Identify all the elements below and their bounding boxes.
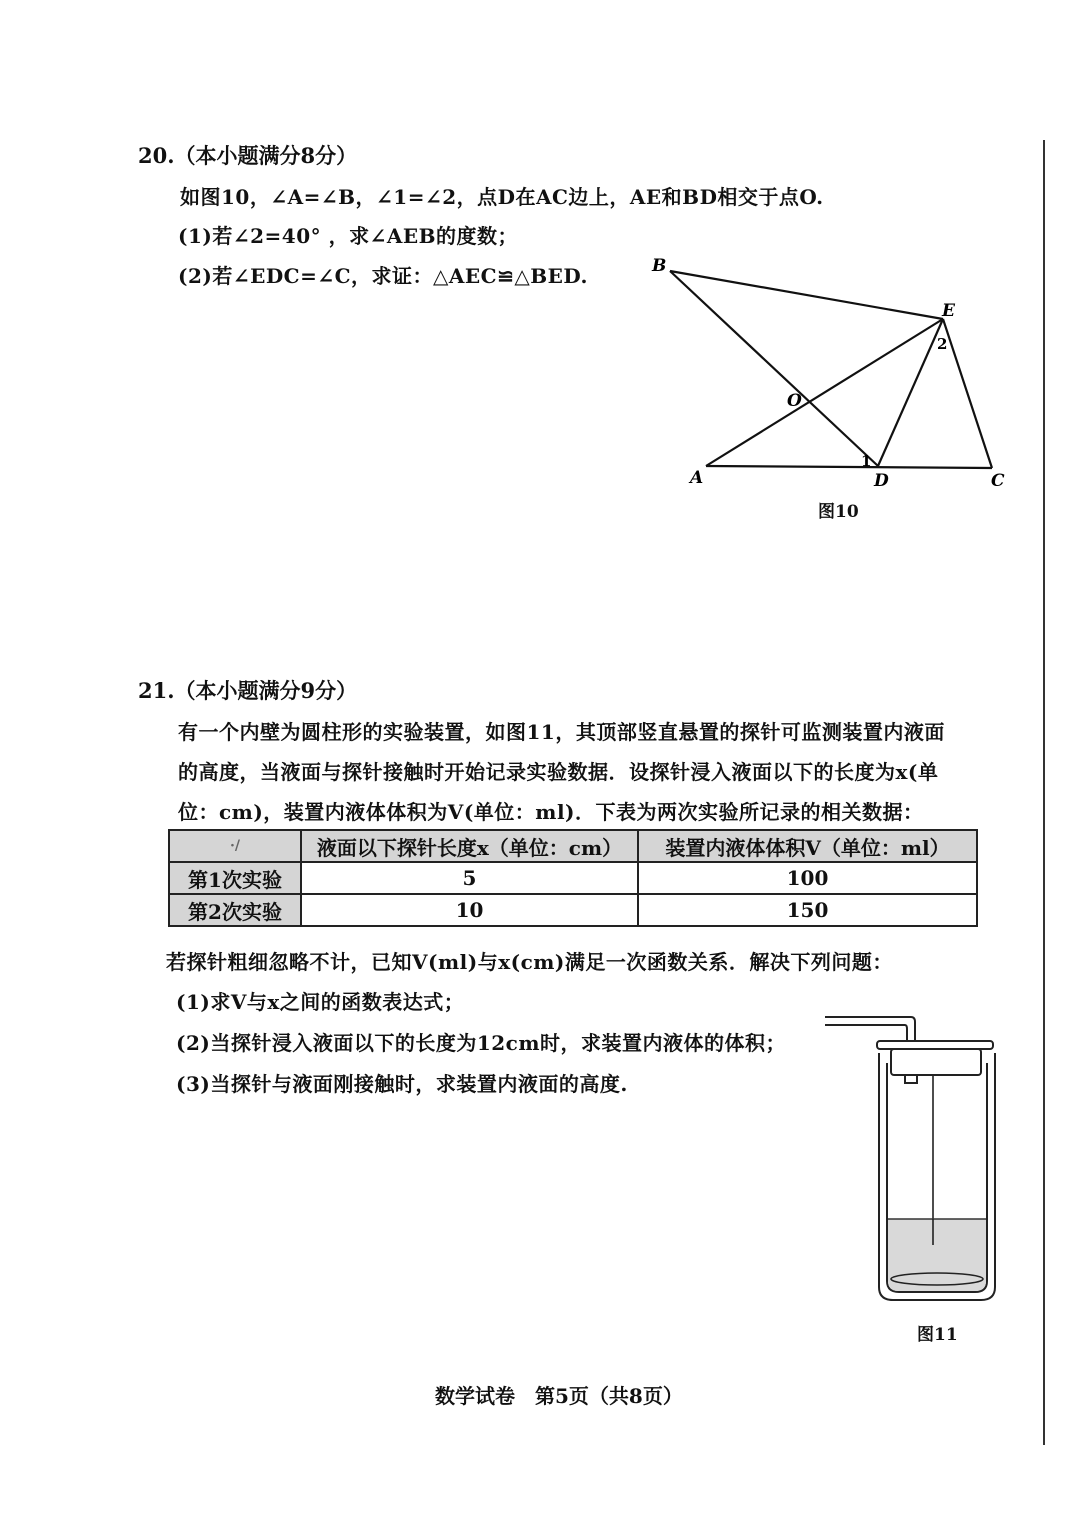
angle-1-label: 1 — [861, 452, 872, 470]
q21-part3: (3)当探针与液面刚接触时，求装置内液面的高度. — [176, 1072, 628, 1096]
q20-part1: (1)若∠2=40° ，求∠AEB的度数； — [178, 224, 518, 248]
q20-title: 20.（本小题满分8分） — [138, 143, 358, 168]
table-cell-v: 150 — [638, 894, 977, 926]
table-row — [169, 862, 977, 894]
angle-2-label: 2 — [937, 335, 948, 353]
q21-part1: (1)求V与x之间的函数表达式； — [176, 990, 465, 1014]
table-cell-x: 10 — [301, 894, 638, 926]
table-header-v: 装置内液体体积V（单位：ml） — [638, 830, 977, 862]
q21-title: 21.（本小题满分9分） — [138, 678, 358, 703]
label-C: C — [991, 471, 1005, 491]
table-header-row — [169, 830, 977, 862]
probe-holder — [905, 1075, 917, 1083]
probe-arm — [825, 1017, 915, 1041]
q21-stem-line-3: 位：cm)，装置内液体体积为V(单位：ml)．下表为两次实验所记录的相关数据： — [178, 800, 924, 824]
lid-plug — [891, 1049, 981, 1075]
segment-EC — [943, 319, 992, 468]
page-footer: 数学试卷 第5页（共8页） — [435, 1384, 683, 1408]
lid — [877, 1041, 993, 1049]
figure-11-caption: 图11 — [917, 1325, 958, 1345]
label-E: E — [942, 301, 955, 321]
q21-condition: 若探针粗细忽略不计，已知V(ml)与x(cm)满足一次函数关系．解决下列问题： — [166, 950, 893, 974]
segment-BE — [670, 271, 943, 319]
label-O: O — [787, 391, 802, 411]
table-corner-cell: ·/ — [169, 830, 301, 862]
figure-10-caption: 图10 — [818, 502, 859, 522]
experiment-data-table — [168, 829, 978, 927]
segment-DE — [878, 319, 943, 466]
label-D: D — [874, 471, 889, 491]
label-B: B — [652, 256, 667, 276]
q20-stem: 如图10，∠A=∠B，∠1=∠2，点D在AC边上，AE和BD相交于点O. — [180, 185, 824, 209]
table-cell-x: 5 — [301, 862, 638, 894]
q21-part2: (2)当探针浸入液面以下的长度为12cm时，求装置内液体的体积； — [176, 1031, 787, 1055]
segment-AE — [706, 319, 943, 466]
table-row-label: 第2次实验 — [169, 894, 301, 926]
q21-stem-line-2: 的高度，当液面与探针接触时开始记录实验数据．设探针浸入液面以下的长度为x(单 — [178, 760, 939, 784]
segment-AC — [706, 466, 992, 468]
table-cell-v: 100 — [638, 862, 977, 894]
figure-11-apparatus — [815, 1005, 1005, 1310]
q20-part2: (2)若∠EDC=∠C，求证：△AEC≌△BED. — [178, 264, 588, 288]
table-header-x: 液面以下探针长度x（单位：cm） — [301, 830, 638, 862]
segment-BD — [670, 271, 878, 466]
q21-stem-line-1: 有一个内壁为圆柱形的实验装置，如图11，其顶部竖直悬置的探针可监测装置内液面 — [178, 720, 945, 744]
probe-arm-inner — [825, 1025, 907, 1041]
liquid — [888, 1219, 986, 1291]
table-row-label: 第1次实验 — [169, 862, 301, 894]
table-row — [169, 894, 977, 926]
figure-10-geometry — [640, 245, 1040, 535]
label-A: A — [690, 468, 704, 488]
binding-margin-line — [1043, 140, 1045, 1445]
